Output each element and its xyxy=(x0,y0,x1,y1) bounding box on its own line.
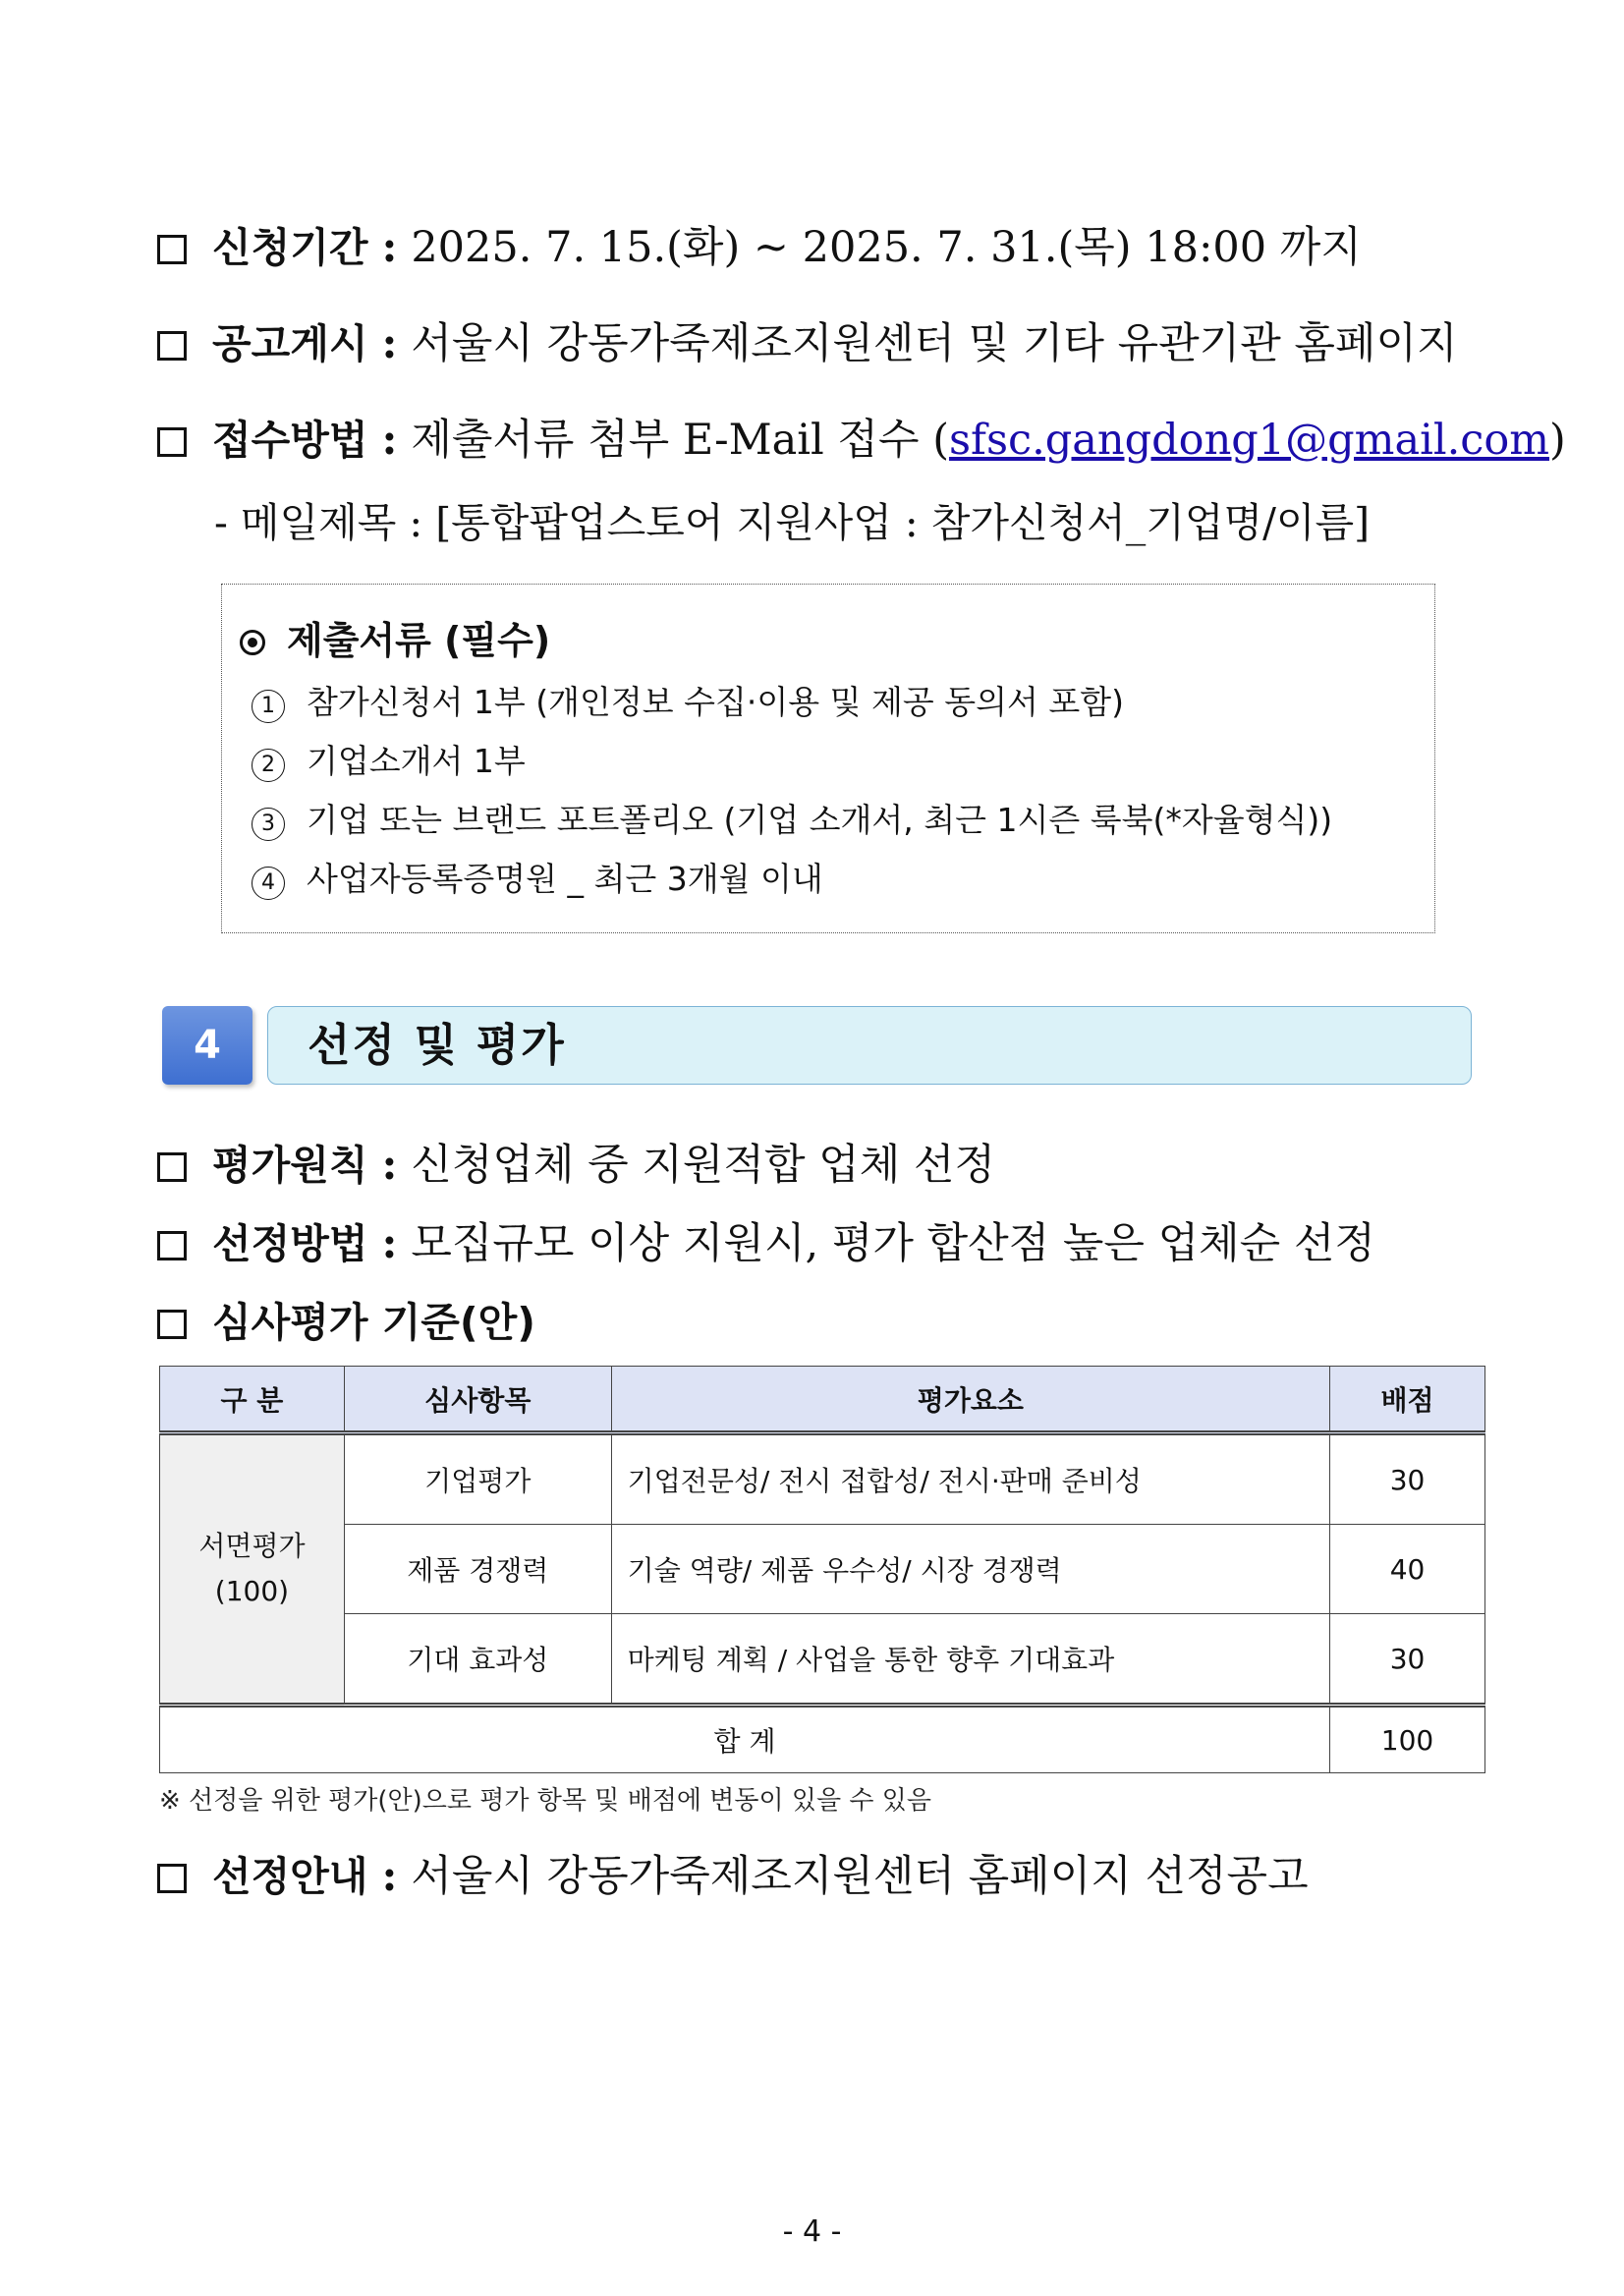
documents-title xyxy=(240,610,550,664)
checkbox-icon xyxy=(157,1864,187,1893)
radio-bullet-icon xyxy=(240,630,265,655)
email-link[interactable]: sfsc.gangdong1@gmail.com xyxy=(948,416,1549,465)
checkbox-icon xyxy=(157,1310,187,1339)
circled-number: 1 xyxy=(252,690,285,723)
element-cell: 마케팅 계획 / 사업을 통한 향후 기대효과 xyxy=(611,1614,1329,1706)
document-item xyxy=(252,795,1332,841)
total-row xyxy=(160,1706,1485,1773)
colon: : xyxy=(381,1852,398,1901)
document-item xyxy=(252,854,823,900)
required-documents-box xyxy=(221,584,1435,933)
document-text: 사업자등록증명원 _ 최근 3개월 이내 xyxy=(307,860,823,898)
colon: : xyxy=(381,1219,398,1268)
page-number: - 4 - xyxy=(782,2214,842,2249)
colon: : xyxy=(381,223,398,272)
table-row xyxy=(160,1525,1485,1614)
documents-title-text: 제출서류 (필수) xyxy=(287,619,551,662)
section-header-bar xyxy=(267,1006,1472,1085)
standard-label: 심사평가 기준(안) xyxy=(212,1299,535,1346)
header-score: 배점 xyxy=(1330,1367,1485,1433)
document-item xyxy=(252,736,526,782)
checkbox-icon xyxy=(157,427,187,457)
category-name: 서면평가 xyxy=(198,1530,306,1562)
evaluation-table xyxy=(159,1366,1485,1773)
method-value: 제출서류 첨부 E-Mail 접수 xyxy=(411,416,920,465)
mail-subject: - 메일제목 : [통합팝업스토어 지원사업 : 참가신청서_기업명/이름] xyxy=(214,499,1371,546)
selection-value: 모집규모 이상 지원시, 평가 합산점 높은 업체순 선정 xyxy=(411,1219,1375,1268)
principle-label: 평가원칙 xyxy=(212,1142,368,1189)
method-row xyxy=(157,411,1566,470)
score-cell: 30 xyxy=(1330,1433,1485,1525)
document-text: 기업소개서 1부 xyxy=(307,742,526,780)
checkbox-icon xyxy=(157,1152,187,1182)
colon: : xyxy=(381,319,398,368)
principle-value: 신청업체 중 지원적합 업체 선정 xyxy=(411,1141,995,1190)
section-number-badge: 4 xyxy=(162,1006,252,1085)
notice-value: 서울시 강동가죽제조지원센터 및 기타 유관기관 홈페이지 xyxy=(411,319,1458,368)
selection-row xyxy=(157,1214,1375,1273)
period-value: 2025. 7. 15.(화) ~ 2025. 7. 31.(목) 18:00 까지 xyxy=(411,223,1362,272)
score-cell: 30 xyxy=(1330,1614,1485,1706)
principle-row xyxy=(157,1136,995,1195)
email-open-paren: ( xyxy=(932,416,949,465)
item-cell: 기대 효과성 xyxy=(344,1614,611,1706)
element-cell: 기술 역량/ 제품 우수성/ 시장 경쟁력 xyxy=(611,1525,1329,1614)
table-row xyxy=(160,1433,1485,1525)
circled-number: 3 xyxy=(252,808,285,841)
notice-row xyxy=(157,314,1458,373)
score-cell: 40 xyxy=(1330,1525,1485,1614)
table-header-row xyxy=(160,1367,1485,1433)
document-text: 기업 또는 브랜드 포트폴리오 (기업 소개서, 최근 1시즌 룩북(*자율형식)) xyxy=(307,801,1333,839)
checkbox-icon xyxy=(157,331,187,361)
colon: : xyxy=(381,1141,398,1190)
table-note: ※ 선정을 위한 평가(안)으로 평가 항목 및 배점에 변동이 있을 수 있음 xyxy=(159,1786,932,1816)
period-row xyxy=(157,218,1362,277)
checkbox-icon xyxy=(157,1231,187,1260)
standard-row xyxy=(157,1293,535,1352)
guide-row xyxy=(157,1847,1309,1906)
total-score: 100 xyxy=(1330,1706,1485,1773)
item-cell: 기업평가 xyxy=(344,1433,611,1525)
email-close-paren: ) xyxy=(1549,416,1566,465)
document-item xyxy=(252,677,1124,723)
header-element: 평가요소 xyxy=(611,1367,1329,1433)
colon: : xyxy=(381,416,398,465)
method-label: 접수방법 xyxy=(212,417,368,464)
total-label: 합 계 xyxy=(160,1706,1330,1773)
selection-label: 선정방법 xyxy=(212,1220,368,1267)
item-cell: 제품 경쟁력 xyxy=(344,1525,611,1614)
element-cell: 기업전문성/ 전시 접합성/ 전시·판매 준비성 xyxy=(611,1433,1329,1525)
guide-value: 서울시 강동가죽제조지원센터 홈페이지 선정공고 xyxy=(411,1852,1309,1901)
table-row xyxy=(160,1614,1485,1706)
document-text: 참가신청서 1부 (개인정보 수집·이용 및 제공 동의서 포함) xyxy=(307,683,1124,721)
checkbox-icon xyxy=(157,235,187,264)
header-item: 심사항목 xyxy=(344,1367,611,1433)
category-total: (100) xyxy=(214,1575,290,1607)
guide-label: 선정안내 xyxy=(212,1853,368,1900)
notice-label: 공고게시 xyxy=(212,320,368,367)
section-title: 선정 및 평가 xyxy=(308,1019,566,1071)
circled-number: 4 xyxy=(252,867,285,900)
circled-number: 2 xyxy=(252,749,285,782)
period-label: 신청기간 xyxy=(212,224,368,271)
header-category: 구 분 xyxy=(160,1367,345,1433)
category-cell xyxy=(160,1433,345,1706)
